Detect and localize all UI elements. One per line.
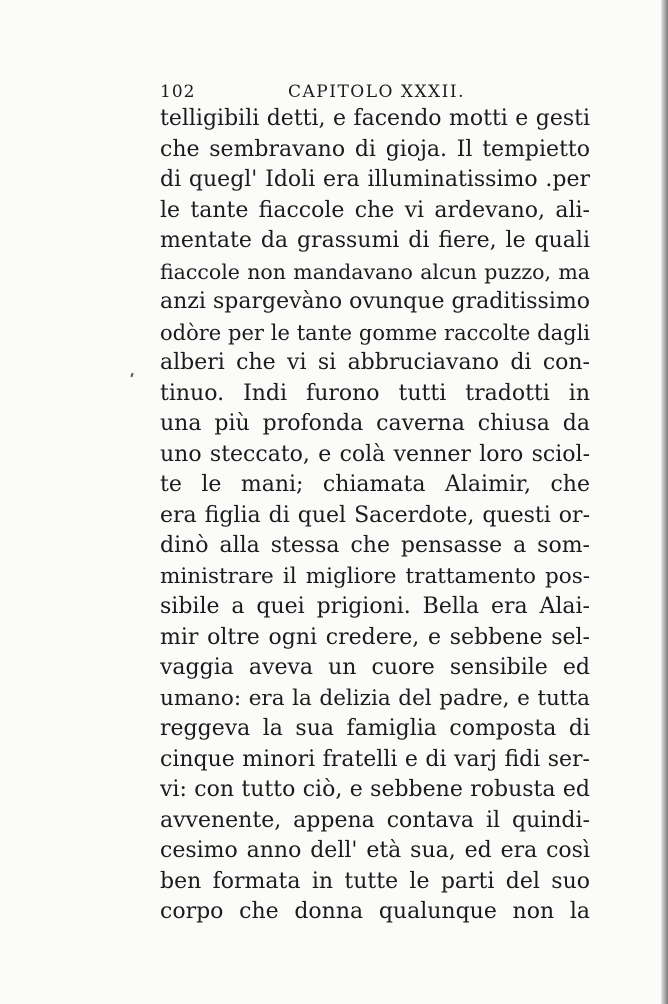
text-line: odòre per le tante gomme raccolte dagli <box>160 320 590 345</box>
text-line: umano: era la delizia del padre, e tutta <box>160 685 590 711</box>
text-line: fiaccole non mandavano alcun puzzo, ma <box>160 259 590 284</box>
text-line: le tante fiaccole che vi ardevano, ali- <box>160 197 590 223</box>
page-edge-shadow <box>661 0 668 1004</box>
text-line: dinò alla stessa che pensasse a som- <box>160 533 590 558</box>
text-line: vaggia aveva un cuore sensibile ed <box>160 655 590 680</box>
text-line: che sembravano di gioja. Il tempietto <box>160 136 590 162</box>
text-line: te le mani; chiamata Alaimir, che <box>160 472 590 497</box>
text-line: reggeva la sua famiglia composta di <box>160 716 590 741</box>
text-line: cinque minori fratelli e di varj fidi ser- <box>160 746 590 772</box>
ink-speck <box>130 373 133 377</box>
text-line: vi: con tutto ciò, e sebbene robusta ed <box>160 777 590 802</box>
text-line: era figlia di quel Sacerdote, questi or- <box>160 502 590 528</box>
chapter-title: CAPITOLO XXXII. <box>288 82 465 102</box>
text-line: uno steccato, e colà venner loro sciol- <box>160 441 590 467</box>
text-line: telligibili detti, e facendo motti e gesti <box>160 106 590 131</box>
running-head <box>160 80 590 104</box>
text-line: ben formata in tutte le parti del suo <box>160 868 590 894</box>
text-line: cesimo anno dell' età sua, ed era così <box>160 838 590 863</box>
text-line: mentate da grassumi di fiere, le quali <box>160 228 590 253</box>
text-line: di quegl' Idoli era illuminatissimo .per <box>160 167 590 192</box>
text-block <box>160 80 590 928</box>
text-line: sibile a quei prigioni. Bella era Alai- <box>160 594 590 619</box>
text-line: avvenente, appena contava il quindi- <box>160 807 590 833</box>
body-text <box>160 104 590 928</box>
text-line: tinuo. Indi furono tutti tradotti in <box>160 380 590 406</box>
text-line: alberi che vi si abbruciavano di con- <box>160 350 590 375</box>
page-number: 102 <box>160 82 196 102</box>
text-line: una più profonda caverna chiusa da <box>160 411 590 436</box>
text-line: ministrare il migliore trattamento pos- <box>160 563 590 589</box>
text-line: anzi spargevàno ovunque graditissimo <box>160 289 590 314</box>
text-line: corpo che donna qualunque non la <box>160 899 590 924</box>
text-line: mir oltre ogni credere, e sebbene sel- <box>160 624 590 650</box>
